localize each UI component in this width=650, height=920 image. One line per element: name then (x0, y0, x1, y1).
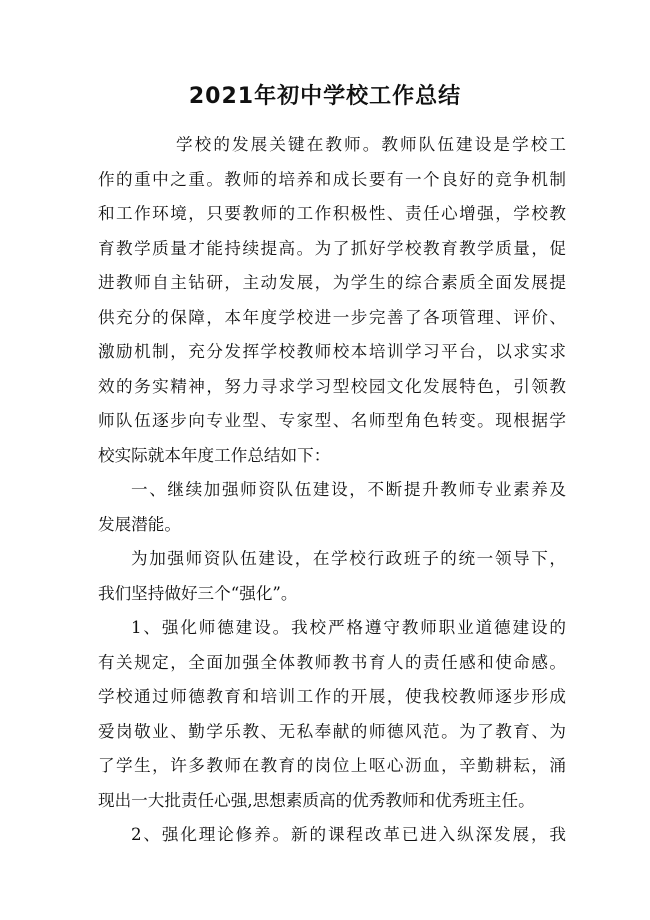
paragraph-line: 师队伍逐步向专业型、专家型、名师型角色转变。现根据学 (98, 411, 566, 430)
document-title: 2021年初中学校工作总结 (188, 84, 462, 109)
paragraph-line: 了学生，许多教师在教育的岗位上呕心沥血，辛勤耕耘，涌 (98, 756, 566, 775)
paragraph-line: 效的务实精神，努力寻求学习型校园文化发展特色，引领教 (98, 376, 566, 396)
paragraph-line: 为加强师资队伍建设，在学校行政班子的统一领导下， (131, 549, 566, 568)
document-body (98, 128, 566, 853)
paragraph-line: 育教学质量才能持续提高。为了抓好学校教育教学质量，促 (98, 238, 566, 258)
paragraph-line: 有关规定，全面加强全体教师教书育人的责任感和使命感。 (98, 652, 566, 672)
paragraph-line: 现出一大批责任心强,思想素质高的优秀教师和优秀班主任。 (98, 790, 535, 810)
paragraph-line: 供充分的保障，本年度学校进一步完善了各项管理、评价、 (98, 307, 566, 327)
section-heading-line: 一、继续加强师资队伍建设，不断提升教师专业素养及 (131, 480, 566, 499)
section-heading-line: 发展潜能。 (98, 514, 181, 534)
paragraph-line: 爱岗敬业、勤学乐教、无私奉献的师德风范。为了教育、为 (98, 721, 566, 741)
paragraph-line: 进教师自主钻研，主动发展，为学生的综合素质全面发展提 (98, 273, 566, 292)
paragraph-line: 和工作环境，只要教师的工作积极性、责任心增强，学校教 (98, 204, 566, 223)
paragraph-line: 我们坚持做好三个“强化”。 (98, 583, 298, 603)
paragraph-line: 校实际就本年度工作总结如下： (98, 445, 331, 465)
paragraph-line: 学校的发展关键在教师。教师队伍建设是学校工 (176, 135, 566, 154)
paragraph-line: 1、强化师德建设。我校严格遵守教师职业道德建设的 (131, 618, 566, 637)
paragraph-line: 学校通过师德教育和培训工作的开展，使我校教师逐步形成 (98, 687, 566, 706)
paragraph-line: 作的重中之重。教师的培养和成长要有一个良好的竞争机制 (98, 169, 566, 189)
paragraph-line: 激励机制，充分发挥学校教师校本培训学习平台，以求实求 (98, 342, 566, 361)
paragraph-line: 2、强化理论修养。新的课程改革已进入纵深发展，我 (131, 825, 566, 844)
